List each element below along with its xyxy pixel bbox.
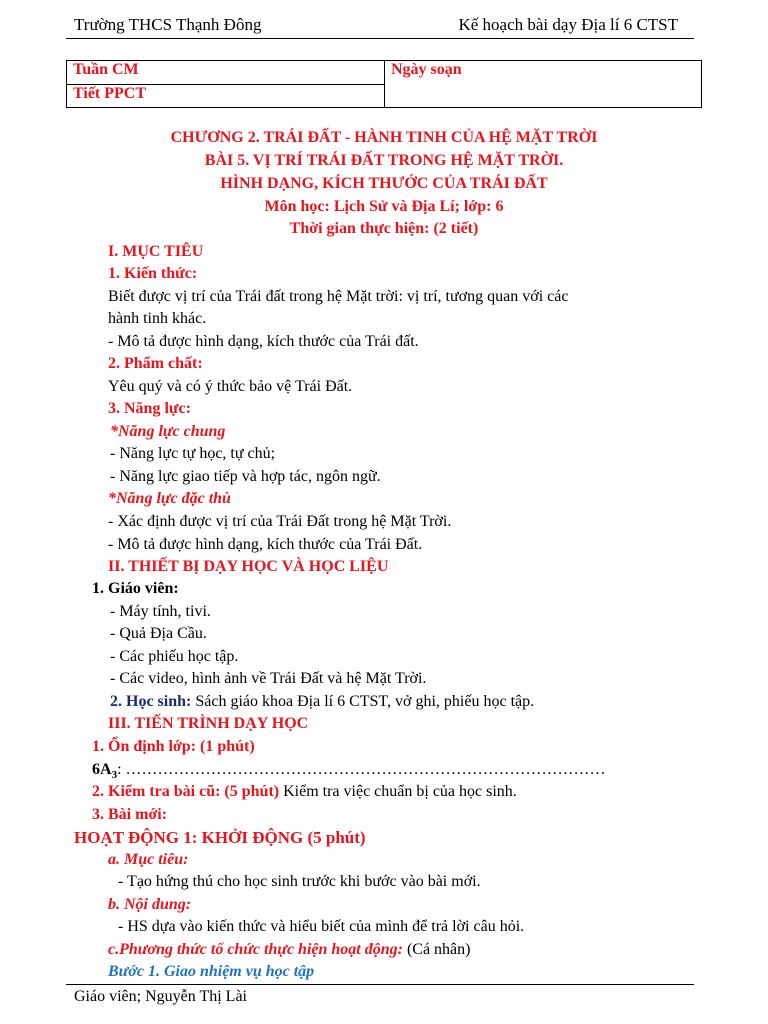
student-text: Sách giáo khoa Địa lí 6 CTST, vở ghi, phiếu học tập. [191,693,535,710]
task-step-heading: Bước 1. Giao nhiệm vụ học tập [108,963,315,980]
header-school: Trường THCS Thạnh Đông [74,15,262,34]
step1-line: 1. Ổn định lớp: (1 phút) [92,738,255,755]
class-subscript: 3 [111,769,118,782]
header-doc-title: Kế hoạch bài dạy Địa lí 6 CTST [458,15,678,34]
goal-text: - Tạo hứng thú cho học sinh trước khi bước vào bài mới. [118,873,481,890]
teacher-item: - Quả Địa Cầu. [110,625,207,642]
specific-ability-1: - Xác định được vị trí của Trái Đất trong hệ Mặt Trời. [108,513,452,530]
class-line [92,761,606,781]
specific-ability-2: - Mô tả được hình dạng, kích thước của Trái Đất. [108,536,423,553]
specific-ability-heading: *Năng lực đặc thù [108,490,231,507]
section2-heading: II. THIẾT BỊ DẠY HỌC VÀ HỌC LIỆU [108,558,389,575]
method-line [108,941,470,959]
general-ability-heading: *Năng lực chung [110,423,226,440]
student-label: 2. Học sinh: [110,693,192,710]
step3-line: 3. Bài mới: [92,806,168,823]
step2-text: Kiểm tra việc chuẩn bị của học sinh. [279,783,517,800]
content-text: - HS dựa vào kiến thức và hiểu biết của mình để trả lời câu hỏi. [118,918,525,935]
week-label: Tuần CM [67,61,385,85]
date-label: Ngày soạn [385,61,702,108]
header-rule [66,38,694,39]
footer-rule [66,984,694,985]
section3-heading: III. TIẾN TRÌNH DẠY HỌC [108,715,309,732]
method-heading: c.Phương thức tổ chức thực hiện hoạt động: [108,941,403,958]
section1-heading: I. MỤC TIÊU [108,243,204,260]
knowledge-heading: 1. Kiến thức: [108,265,198,282]
lesson-title: BÀI 5. VỊ TRÍ TRÁI ĐẤT TRONG HỆ MẶT TRỜI. [204,152,564,169]
goal-heading: a. Mục tiêu: [108,851,189,868]
activity1-heading: HOẠT ĐỘNG 1: KHỞI ĐỘNG (5 phút) [74,828,366,847]
period-label: Tiết PPCT [67,84,385,108]
teacher-item: - Máy tính, tivi. [110,603,211,620]
knowledge-line-3: - Mô tả được hình dạng, kích thước của Trái đất. [108,333,419,350]
ability-heading: 3. Năng lực: [108,400,191,417]
method-text: (Cá nhân) [402,941,471,958]
knowledge-line-2: hành tinh khác. [108,310,207,327]
general-ability-1: - Năng lực tự học, tự chủ; [110,445,276,462]
step2-line [92,783,517,801]
class-dots: : ……………………………………………………………………………… [117,761,606,778]
quality-line: Yêu quý và có ý thức bảo vệ Trái Đất. [108,378,353,395]
teacher-heading: 1. Giáo viên: [92,580,179,597]
footer-teacher: Giáo viên; Nguyễn Thị Lài [74,988,247,1005]
knowledge-line-1: Biết được vị trí của Trái đất trong hệ Mặt trời: vị trí, tương quan với các [108,288,569,305]
duration-line: Thời gian thực hiện: (2 tiết) [289,220,479,237]
info-table [66,60,702,108]
step2-label: 2. Kiểm tra bài cũ: (5 phút) [92,783,280,800]
content-heading: b. Nội dung: [108,896,192,913]
student-line [110,693,534,711]
general-ability-2: - Năng lực giao tiếp và hợp tác, ngôn ngữ. [110,468,381,485]
quality-heading: 2. Phẩm chất: [108,355,203,372]
class-name: 6A [92,761,112,778]
chapter-title: CHƯƠNG 2. TRÁI ĐẤT - HÀNH TINH CỦA HỆ MẶT TRỜI [170,129,598,146]
subject-line: Môn học: Lịch Sử và Địa Lí; lớp: 6 [264,198,504,215]
teacher-item: - Các video, hình ảnh về Trái Đất và hệ Mặt Trời. [110,670,427,687]
teacher-item: - Các phiếu học tập. [110,648,239,665]
lesson-subtitle: HÌNH DẠNG, KÍCH THƯỚC CỦA TRÁI ĐẤT [220,175,548,192]
